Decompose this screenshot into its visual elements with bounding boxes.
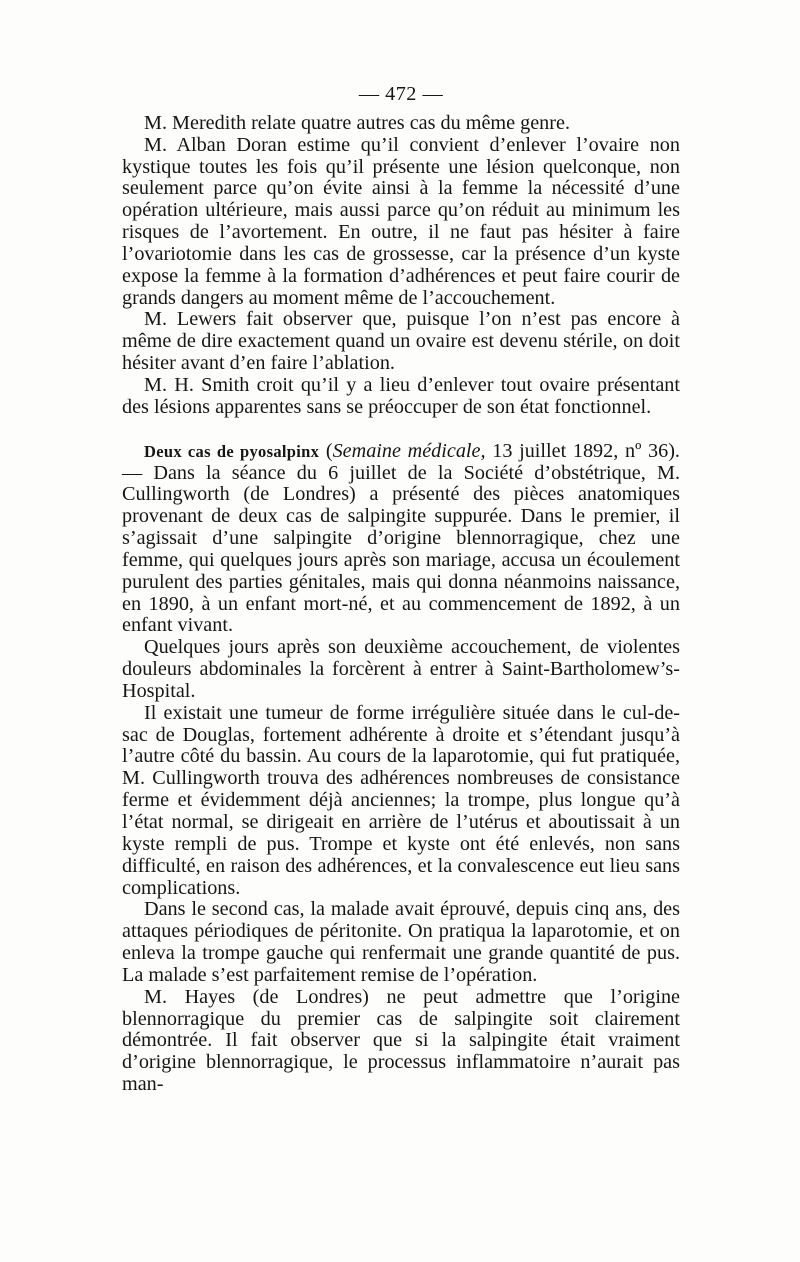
paragraph-h-smith: M. H. Smith croit qu’il y a lieu d’enlever tout ovaire présentant des lésions apparentes sans se préoccuper de son état fonctionnel. [122,373,680,418]
paragraph-second-delivery: Quelques jours après son deuxième accouchement, de violentes douleurs abdominales la forcèrent à entrer à Saint-Bartholomew’s-Hospital. [122,636,680,702]
page-text-block [122,84,680,1096]
paragraph-lewers: M. Lewers fait observer que, puisque l’on n’est pas encore à même de dire exactement quand un ovaire est devenu stérile, on doit hésiter avant d’en faire l’ablation. [122,308,680,375]
paragraph-meredith: M. Meredith relate quatre autres cas du même genre. [144,111,570,134]
page-number: — 472 — [358,83,444,105]
paragraph-alban-doran: M. Alban Doran estime qu’il convient d’enlever l’ovaire non kystique toutes les fois qu’il présente une lésion quelconque, non seulement parce qu’on évite ainsi à la femme la nécessité d’une opération ultérieure, mais aussi parce qu’on réduit au minimum les risques de l’avortement. En outre, il ne faut pas hésiter à faire l’ovariotomie dans les cas de grossesse, car la présence d’un kyste expose la femme à la formation d’adhérences et peut faire courir de grands dangers au moment même de l’accouchement. [122,133,680,309]
source-date: 13 juillet 1892, nº 36). [485,439,680,462]
section-body: — Dans la séance du 6 juillet de la Société d’obstétrique, M. Cullingworth (de Londres) a présenté des pièces anatomiques provenant de deux cas de salpingite suppurée. Dans le premier, il s’agissait d’une salpingite d’origine blennorragique, chez une femme, qui quelques jours après son mariage, accusa un écoulement purulent des parties génitales, mais qui donna néanmoins naissance, en 1890, à un enfant mort-né, et au commencement de 1892, à un enfant vivant. [122,461,680,637]
paragraph-hayes: M. Hayes (de Londres) ne peut admettre que l’origine blennorragique du premier cas de salpingite soit clairement démontrée. Il fait observer que si la salpingite était vraiment d’origine blennorragique, le processus inflammatoire n’aurait pas man- [122,985,680,1096]
source-open-paren: ( [319,439,333,462]
paragraph-tumor: Il existait une tumeur de forme irrégulière située dans le cul-de-sac de Douglas, fortement adhérente à droite et s’étendant jusqu’à l’autre côté du bassin. Au cours de la laparotomie, qui fut pratiquée, M. Cullingworth trouva des adhérences nombreuses de consistance ferme et évidemment déjà anciennes; la trompe, plus longue qu’à l’état normal, se dirigeait en arrière de l’utérus et aboutissait à un kyste rempli de pus. Trompe et kyste ont été enlevés, non sans difficulté, en raison des adhérences, et la convalescence eut lieu sans complications. [122,701,680,899]
section-pyosalpinx [122,441,680,638]
source-journal: Semaine médicale, [332,439,486,462]
paragraph-second-case: Dans le second cas, la malade avait éprouvé, depuis cinq ans, des attaques périodiques de péritonite. On pratiqua la laparotomie, et on enleva la trompe gauche qui renfermait une grande quantité de pus. La malade s’est parfaitement remise de l’opération. [122,898,680,986]
section-heading: Deux cas de pyosalpinx [144,441,320,461]
